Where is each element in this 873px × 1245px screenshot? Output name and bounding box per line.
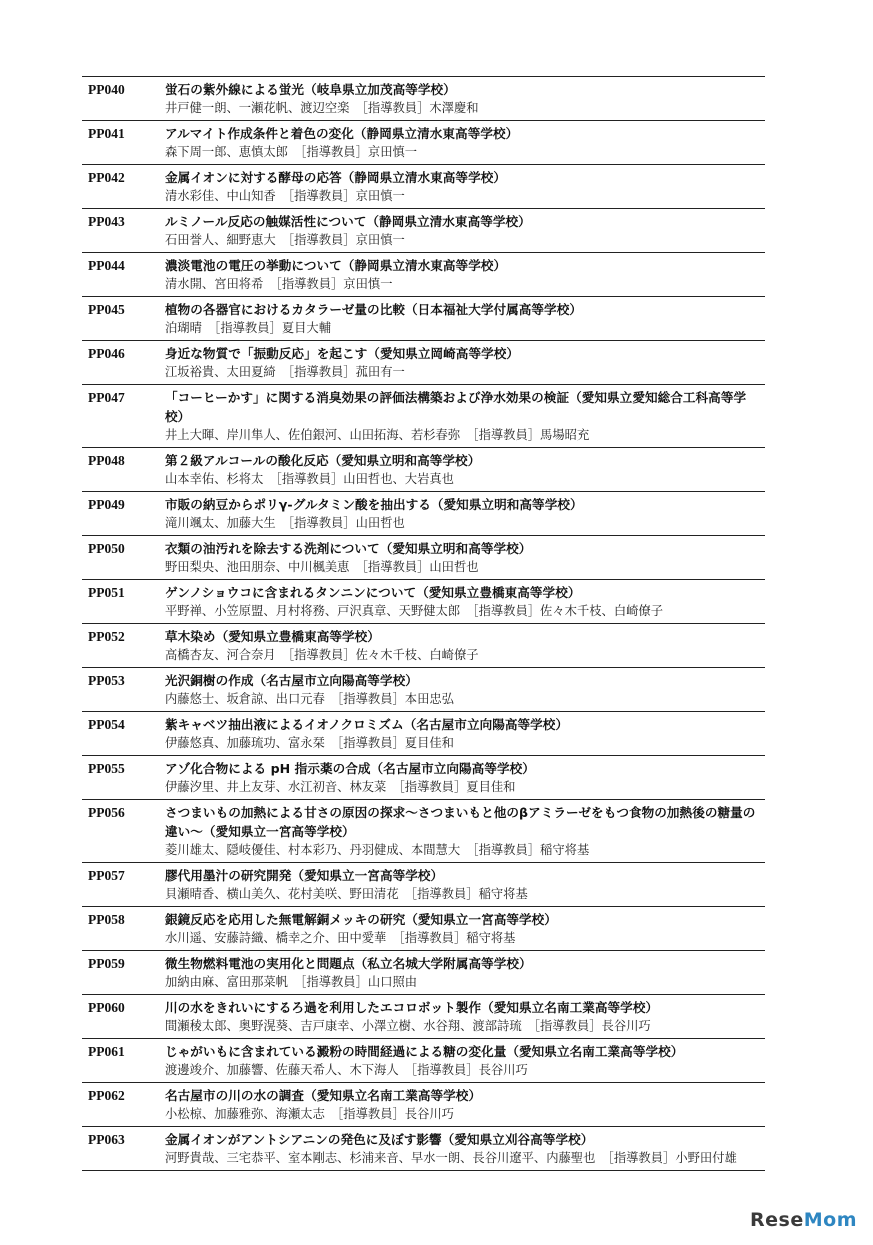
list-item [82, 756, 765, 800]
entry-code: PP042 [88, 170, 125, 185]
entry-content [165, 583, 765, 621]
entry-title: 草木染め（愛知県立豊橋東高等学校） [165, 629, 380, 644]
entry-authors: 伊藤悠真、加藤琉功、富永栞 ［指導教員］夏目佳和 [165, 736, 454, 750]
entry-title: アゾ化合物による pH 指示薬の合成（名古屋市立向陽高等学校） [165, 761, 535, 776]
entry-authors: 清水彩佳、中山知香 ［指導教員］京田慎一 [165, 189, 405, 203]
entry-code: PP047 [88, 390, 125, 405]
list-item [82, 951, 765, 995]
entry-code: PP057 [88, 868, 125, 883]
entry-title: 濃淡電池の電圧の挙動について（静岡県立清水東高等学校） [165, 258, 507, 273]
entry-authors: 森下周一郎、恵慎太郎 ［指導教員］京田慎一 [165, 145, 418, 159]
entry-authors: 井上大暉、岸川隼人、佐伯銀河、山田拓海、若杉春弥 ［指導教員］馬場昭充 [165, 428, 590, 442]
list-item [82, 385, 765, 448]
list-item [82, 668, 765, 712]
entry-title: 第２級アルコールの酸化反応（愛知県立明和高等学校） [165, 453, 481, 468]
entry-title: アルマイト作成条件と着色の変化（静岡県立清水東高等学校） [165, 126, 519, 141]
entry-content [165, 910, 765, 948]
entry-content [165, 627, 765, 665]
list-item [82, 448, 765, 492]
entry-code: PP048 [88, 453, 125, 468]
entry-title: 光沢銅樹の作成（名古屋市立向陽高等学校） [165, 673, 418, 688]
entry-content [165, 998, 765, 1036]
entry-authors: 江坂裕貴、太田夏綺 ［指導教員］菰田有一 [165, 365, 405, 379]
entry-authors: 渡邊竣介、加藤響、佐藤天希人、木下海人 ［指導教員］長谷川巧 [165, 1063, 528, 1077]
entry-code: PP055 [88, 761, 125, 776]
entry-code: PP046 [88, 346, 125, 361]
entry-content [165, 124, 765, 162]
entry-content [165, 256, 765, 294]
entry-authors: 山本幸佑、杉将太 ［指導教員］山田哲也、大岩真也 [165, 472, 454, 486]
list-item [82, 77, 765, 121]
entry-content [165, 954, 765, 992]
list-item [82, 209, 765, 253]
resemom-logo [750, 1209, 857, 1231]
entry-content [165, 495, 765, 533]
entry-title: さつまいもの加熱による甘さの原因の探求～さつまいもと他のβアミラーゼをもつ食物の加熱後の糖量の違い～（愛知県立一宮高等学校） [165, 805, 756, 839]
entry-authors: 高橋杏友、河合奈月 ［指導教員］佐々木千枝、白崎僚子 [165, 648, 479, 662]
entry-content [165, 539, 765, 577]
entry-code: PP063 [88, 1132, 125, 1147]
entry-content [165, 1042, 765, 1080]
entry-content [165, 715, 765, 753]
entry-code: PP050 [88, 541, 125, 556]
entry-authors: 水川遥、安藤詩織、橋幸之介、田中愛華 ［指導教員］稲守将基 [165, 931, 516, 945]
entry-title: じゃがいもに含まれている澱粉の時間経過による糖の変化量（愛知県立名南工業高等学校） [165, 1044, 684, 1059]
entry-content [165, 80, 765, 118]
list-item [82, 1083, 765, 1127]
entry-authors: 間瀬稜太郎、奥野滉葵、吉戸康幸、小澤立樹、水谷翔、渡部詩琉 ［指導教員］長谷川巧 [165, 1019, 651, 1033]
list-item [82, 907, 765, 951]
list-item [82, 1127, 765, 1171]
entry-code: PP044 [88, 258, 125, 273]
list-item [82, 624, 765, 668]
logo-part-2: Mom [803, 1209, 857, 1231]
list-item [82, 1039, 765, 1083]
entry-title: 金属イオンがアントシアニンの発色に及ぼす影響（愛知県立刈谷高等学校） [165, 1132, 594, 1147]
entry-authors: 野田梨央、池田朋奈、中川楓美恵 ［指導教員］山田哲也 [165, 560, 479, 574]
entry-authors: 井戸健一朗、一瀬花帆、渡辺空楽 ［指導教員］木澤慶和 [165, 101, 479, 115]
list-item [82, 297, 765, 341]
list-item [82, 253, 765, 297]
entry-code: PP061 [88, 1044, 125, 1059]
list-item [82, 800, 765, 863]
entry-title: ゲンノショウコに含まれるタンニンについて（愛知県立豊橋東高等学校） [165, 585, 581, 600]
entry-code: PP041 [88, 126, 125, 141]
entry-title: 膠代用墨汁の研究開発（愛知県立一宮高等学校） [165, 868, 444, 883]
entry-authors: 貝瀬晴香、横山美久、花村美咲、野田清花 ［指導教員］稲守将基 [165, 887, 528, 901]
entry-authors: 内藤悠士、坂倉諒、出口元春 ［指導教員］本田忠弘 [165, 692, 454, 706]
entry-code: PP062 [88, 1088, 125, 1103]
entry-authors: 小松椋、加藤雅弥、海瀬太志 ［指導教員］長谷川巧 [165, 1107, 454, 1121]
entry-authors: 菱川雄太、隠岐優佳、村本彩乃、丹羽健成、本間慧大 ［指導教員］稲守将基 [165, 843, 590, 857]
entry-title: 「コーヒーかす」に関する消臭効果の評価法構築および浄水効果の検証（愛知県立愛知総合工科高等学校） [165, 390, 747, 424]
entry-title: 身近な物質で「振動反応」を起こす（愛知県立岡崎高等学校） [165, 346, 520, 361]
entry-title: 衣類の油汚れを除去する洗剤について（愛知県立明和高等学校） [165, 541, 532, 556]
entry-title: 蛍石の紫外線による蛍光（岐阜県立加茂高等学校） [165, 82, 456, 97]
entry-authors: 伊藤汐里、井上友芽、水江初音、林友菜 ［指導教員］夏目佳和 [165, 780, 516, 794]
entry-authors: 泊瑚晴 ［指導教員］夏目大輔 [165, 321, 332, 335]
entry-content [165, 866, 765, 904]
list-item [82, 492, 765, 536]
entry-code: PP052 [88, 629, 125, 644]
list-item [82, 995, 765, 1039]
entry-authors: 石田誉人、細野恵大 ［指導教員］京田慎一 [165, 233, 405, 247]
list-item [82, 165, 765, 209]
entry-content [165, 1086, 765, 1124]
entry-content [165, 1130, 765, 1168]
entry-content [165, 803, 765, 860]
entry-authors: 滝川颯太、加藤大生 ［指導教員］山田哲也 [165, 516, 405, 530]
list-item [82, 121, 765, 165]
entry-title: 川の水をきれいにするろ過を利用したエコロボット製作（愛知県立名南工業高等学校） [165, 1000, 659, 1015]
list-item [82, 863, 765, 907]
entry-code: PP049 [88, 497, 125, 512]
entry-authors: 清水開、宮田将希 ［指導教員］京田慎一 [165, 277, 393, 291]
entry-content [165, 671, 765, 709]
entry-code: PP060 [88, 1000, 125, 1015]
entry-authors: 加納由麻、富田那菜帆 ［指導教員］山口照由 [165, 975, 418, 989]
entry-content [165, 451, 765, 489]
entry-title: ルミノール反応の触媒活性について（静岡県立清水東高等学校） [165, 214, 531, 229]
entry-code: PP053 [88, 673, 125, 688]
entry-code: PP051 [88, 585, 125, 600]
entry-title: 金属イオンに対する酵母の応答（静岡県立清水東高等学校） [165, 170, 507, 185]
entry-code: PP045 [88, 302, 125, 317]
entry-code: PP056 [88, 805, 125, 820]
list-item [82, 580, 765, 624]
entry-content [165, 344, 765, 382]
list-item [82, 341, 765, 385]
entry-title: 植物の各器官におけるカタラーゼ量の比較（日本福祉大学付属高等学校） [165, 302, 582, 317]
entry-code: PP058 [88, 912, 125, 927]
entry-code: PP040 [88, 82, 125, 97]
entry-content [165, 759, 765, 797]
entry-code: PP054 [88, 717, 125, 732]
entry-code: PP043 [88, 214, 125, 229]
entry-content [165, 388, 765, 445]
entry-code: PP059 [88, 956, 125, 971]
entry-content [165, 212, 765, 250]
entry-title: 微生物燃料電池の実用化と問題点（私立名城大学附属高等学校） [165, 956, 532, 971]
logo-part-1: Rese [750, 1209, 804, 1231]
list-item [82, 536, 765, 580]
entry-title: 紫キャベツ抽出液によるイオノクロミズム（名古屋市立向陽高等学校） [165, 717, 569, 732]
entry-title: 名古屋市の川の水の調査（愛知県立名南工業高等学校） [165, 1088, 482, 1103]
entry-content [165, 300, 765, 338]
entry-authors: 平野禅、小笠原盟、月村将務、戸沢真章、天野健太郎 ［指導教員］佐々木千枝、白崎僚子 [165, 604, 664, 618]
entry-authors: 河野貴哉、三宅恭平、室本剛志、杉浦来音、早水一朗、長谷川遼平、内藤聖也 ［指導教員］小野田付雄 [165, 1151, 737, 1165]
entry-content [165, 168, 765, 206]
entry-title: 市販の納豆からポリγ-グルタミン酸を抽出する（愛知県立明和高等学校） [165, 497, 583, 512]
entry-title: 銀鏡反応を応用した無電解銅メッキの研究（愛知県立一宮高等学校） [165, 912, 557, 927]
list-item [82, 712, 765, 756]
presentation-list [82, 76, 765, 1171]
